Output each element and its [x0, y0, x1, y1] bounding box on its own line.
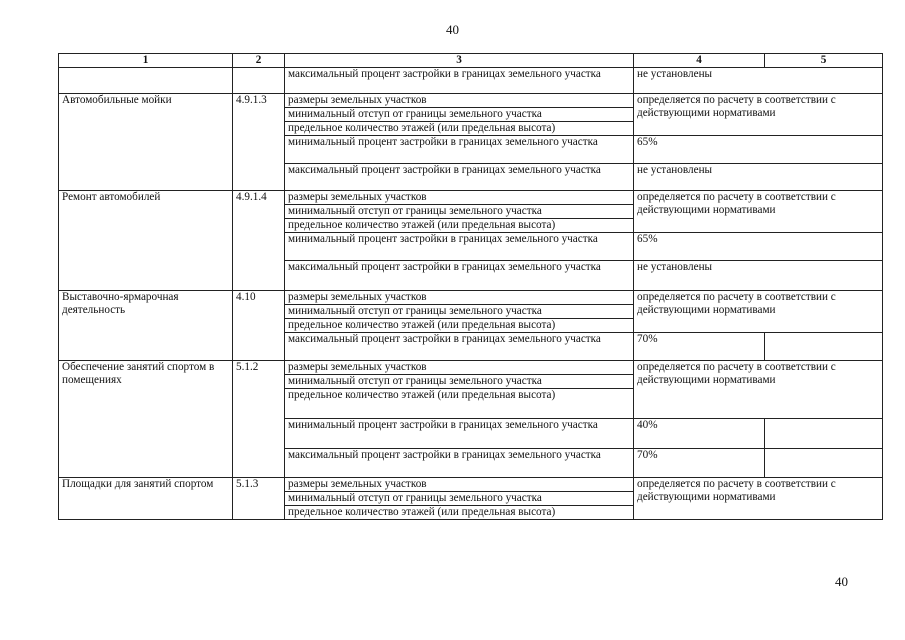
column-header-3: 3 — [285, 54, 634, 68]
param-sizes: размеры земельных участков — [285, 94, 634, 108]
use-type-code: 4.9.1.4 — [233, 191, 285, 291]
param-max-pct: максимальный процент застройки в границах земельного участка — [285, 164, 634, 191]
param-setback: минимальный отступ от границы земельного участка — [285, 492, 634, 506]
value-cell: определяется по расчету в соответствии с действующими нормативами — [634, 291, 883, 333]
value-cell: определяется по расчету в соответствии с действующими нормативами — [634, 191, 883, 233]
value-cell: 40% — [634, 419, 765, 449]
use-type-name: Площадки для занятий спортом — [59, 478, 233, 520]
param-setback: минимальный отступ от границы земельного участка — [285, 108, 634, 122]
use-type-name: Автомобильные мойки — [59, 94, 233, 191]
param-min-pct: минимальный процент застройки в границах земельного участка — [285, 419, 634, 449]
use-type-code: 5.1.3 — [233, 478, 285, 520]
column-header-2: 2 — [233, 54, 285, 68]
value-cell: 70% — [634, 333, 765, 361]
page-number-top: 40 — [446, 22, 459, 37]
param-max-pct: максимальный процент застройки в границах земельного участка — [285, 449, 634, 478]
use-type-code: 4.9.1.3 — [233, 94, 285, 191]
param-max-pct: максимальный процент застройки в границах земельного участка — [285, 333, 634, 361]
use-type-code: 5.1.2 — [233, 361, 285, 478]
param-max-pct: максимальный процент застройки в границах земельного участка — [285, 68, 634, 94]
column-header-5: 5 — [765, 54, 883, 68]
param-floors: предельное количество этажей (или предельная высота) — [285, 219, 634, 233]
table-row — [59, 94, 883, 108]
param-sizes: размеры земельных участков — [285, 478, 634, 492]
table-row — [59, 291, 883, 305]
param-setback: минимальный отступ от границы земельного участка — [285, 205, 634, 219]
use-type-name: Обеспечение занятий спортом в помещениях — [59, 361, 233, 478]
param-setback: минимальный отступ от границы земельного участка — [285, 375, 634, 389]
table-row — [59, 478, 883, 492]
column-number-row — [59, 54, 883, 68]
param-floors: предельное количество этажей (или предельная высота) — [285, 506, 634, 520]
zoning-parameters-table — [58, 53, 883, 520]
table-row — [59, 68, 883, 94]
param-sizes: размеры земельных участков — [285, 291, 634, 305]
param-floors: предельное количество этажей (или предельная высота) — [285, 122, 634, 136]
value-cell: определяется по расчету в соответствии с действующими нормативами — [634, 94, 883, 136]
param-floors: предельное количество этажей (или предельная высота) — [285, 389, 634, 419]
value-cell: 65% — [634, 233, 883, 261]
page-number-bottom: 40 — [835, 574, 848, 589]
value-cell: не установлены — [634, 164, 883, 191]
value-cell: определяется по расчету в соответствии с действующими нормативами — [634, 478, 883, 520]
param-sizes: размеры земельных участков — [285, 361, 634, 375]
column-header-1: 1 — [59, 54, 233, 68]
use-type-name: Ремонт автомобилей — [59, 191, 233, 291]
param-setback: минимальный отступ от границы земельного участка — [285, 305, 634, 319]
param-min-pct: минимальный процент застройки в границах земельного участка — [285, 233, 634, 261]
use-type-code: 4.10 — [233, 291, 285, 361]
column-header-4: 4 — [634, 54, 765, 68]
value-cell: не установлены — [634, 68, 883, 94]
param-sizes: размеры земельных участков — [285, 191, 634, 205]
use-type-name: Выставочно-ярмарочная деятельность — [59, 291, 233, 361]
param-floors: предельное количество этажей (или предельная высота) — [285, 319, 634, 333]
value-cell: 70% — [634, 449, 765, 478]
table-row — [59, 361, 883, 375]
table-row — [59, 191, 883, 205]
value-cell: не установлены — [634, 261, 883, 291]
param-min-pct: минимальный процент застройки в границах земельного участка — [285, 136, 634, 164]
param-max-pct: максимальный процент застройки в границах земельного участка — [285, 261, 634, 291]
value-cell: 65% — [634, 136, 883, 164]
value-cell: определяется по расчету в соответствии с действующими нормативами — [634, 361, 883, 419]
